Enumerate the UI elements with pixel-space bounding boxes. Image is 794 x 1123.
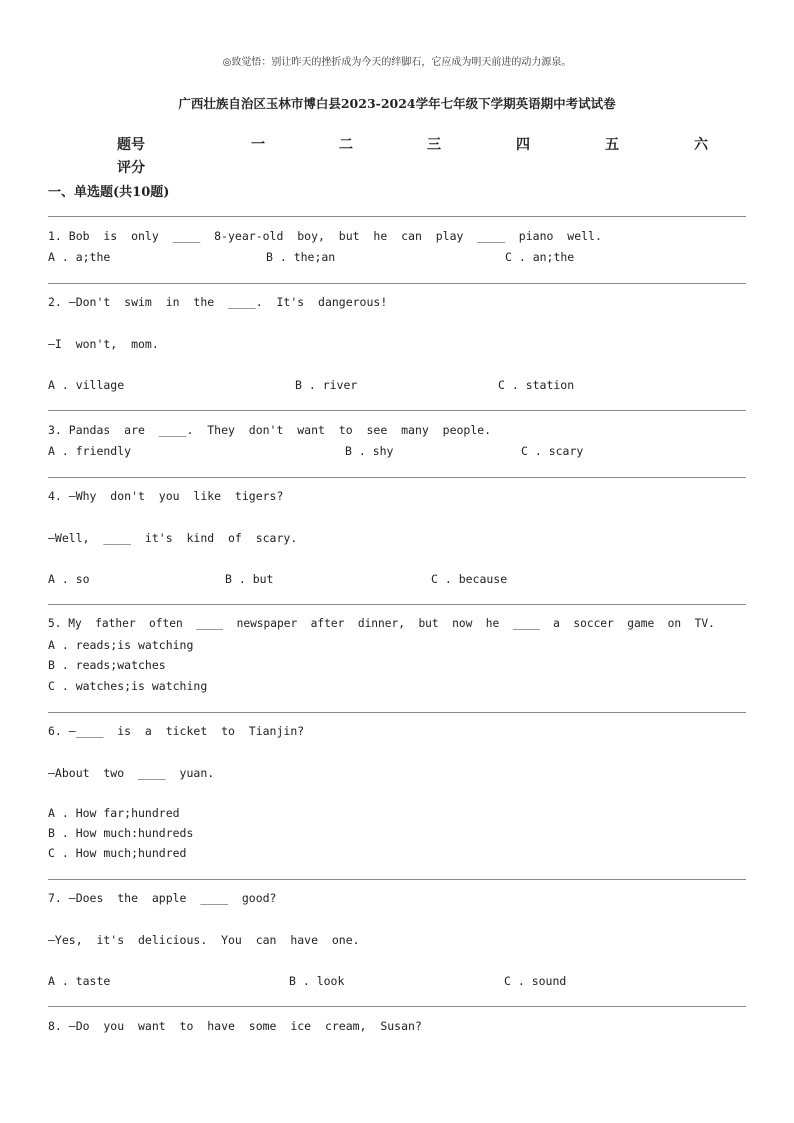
question-6-stem: 6. —____ is a ticket to Tianjin? bbox=[48, 724, 305, 738]
divider bbox=[48, 879, 746, 880]
divider bbox=[48, 477, 746, 478]
question-6-option-c: C . How much;hundred bbox=[48, 846, 187, 860]
question-4-stem: 4. —Why don't you like tigers? bbox=[48, 489, 284, 503]
question-6-dialogue: —About two ____ yuan. bbox=[48, 766, 215, 780]
question-1-option-a: A . a;the bbox=[48, 250, 111, 264]
divider bbox=[48, 1006, 746, 1007]
question-7-dialogue: —Yes, it's delicious. You can have one. bbox=[48, 933, 360, 947]
divider bbox=[48, 410, 746, 411]
question-7-option-a: A . taste bbox=[48, 974, 111, 988]
question-4-option-a: A . so bbox=[48, 572, 90, 586]
question-2-option-b: B . river bbox=[295, 378, 358, 392]
question-2-dialogue: —I won't, mom. bbox=[48, 337, 159, 351]
motto-header: ◎致觉悟：别让昨天的挫折成为今天的绊脚石，它应成为明天前进的动力源泉。 bbox=[222, 57, 572, 68]
question-7-stem: 7. —Does the apple ____ good? bbox=[48, 891, 277, 905]
divider bbox=[48, 283, 746, 284]
question-2-option-c: C . station bbox=[498, 378, 575, 392]
divider bbox=[48, 712, 746, 713]
question-3-option-b: B . shy bbox=[345, 444, 394, 458]
question-1-stem: 1. Bob is only ____ 8-year-old boy, but he can play ____ piano well. bbox=[48, 229, 602, 243]
question-3-stem: 3. Pandas are ____. They don't want to see many people. bbox=[48, 423, 492, 437]
score-col-4: 四 bbox=[516, 137, 530, 153]
score-col-1: 一 bbox=[251, 137, 265, 153]
question-5-option-b: B . reads;watches bbox=[48, 658, 166, 672]
question-6-option-b: B . How much:hundreds bbox=[48, 826, 194, 840]
question-4-option-b: B . but bbox=[225, 572, 274, 586]
question-5-stem: 5. My father often ____ newspaper after dinner, but now he ____ a soccer game on TV. bbox=[48, 617, 715, 630]
question-8-stem: 8. —Do you want to have some ice cream, Susan? bbox=[48, 1019, 422, 1033]
question-3-option-c: C . scary bbox=[521, 444, 584, 458]
question-7-option-c: C . sound bbox=[504, 974, 567, 988]
score-col-3: 三 bbox=[427, 137, 441, 153]
score-col-6: 六 bbox=[694, 137, 708, 153]
section-title: 一、单选题(共10题) bbox=[48, 185, 170, 200]
question-4-dialogue: —Well, ____ it's kind of scary. bbox=[48, 531, 298, 545]
score-col-5: 五 bbox=[605, 137, 619, 153]
question-2-stem: 2. —Don't swim in the ____. It's dangerous! bbox=[48, 295, 388, 309]
question-3-option-a: A . friendly bbox=[48, 444, 132, 458]
question-1-option-b: B . the;an bbox=[266, 250, 336, 264]
question-7-option-b: B . look bbox=[289, 974, 345, 988]
question-1-option-c: C . an;the bbox=[505, 250, 575, 264]
score-col-2: 二 bbox=[339, 137, 353, 153]
exam-title: 广西壮族自治区玉林市博白县2023-2024学年七年级下学期英语期中考试试卷 bbox=[178, 96, 616, 111]
question-6-option-a: A . How far;hundred bbox=[48, 806, 180, 820]
question-5-option-a: A . reads;is watching bbox=[48, 638, 194, 652]
score-table-header-score: 评分 bbox=[117, 160, 145, 176]
divider bbox=[48, 216, 746, 217]
divider bbox=[48, 604, 746, 605]
question-4-option-c: C . because bbox=[431, 572, 508, 586]
score-table-header-number: 题号 bbox=[117, 137, 145, 153]
question-2-option-a: A . village bbox=[48, 378, 125, 392]
question-5-option-c: C . watches;is watching bbox=[48, 679, 208, 693]
